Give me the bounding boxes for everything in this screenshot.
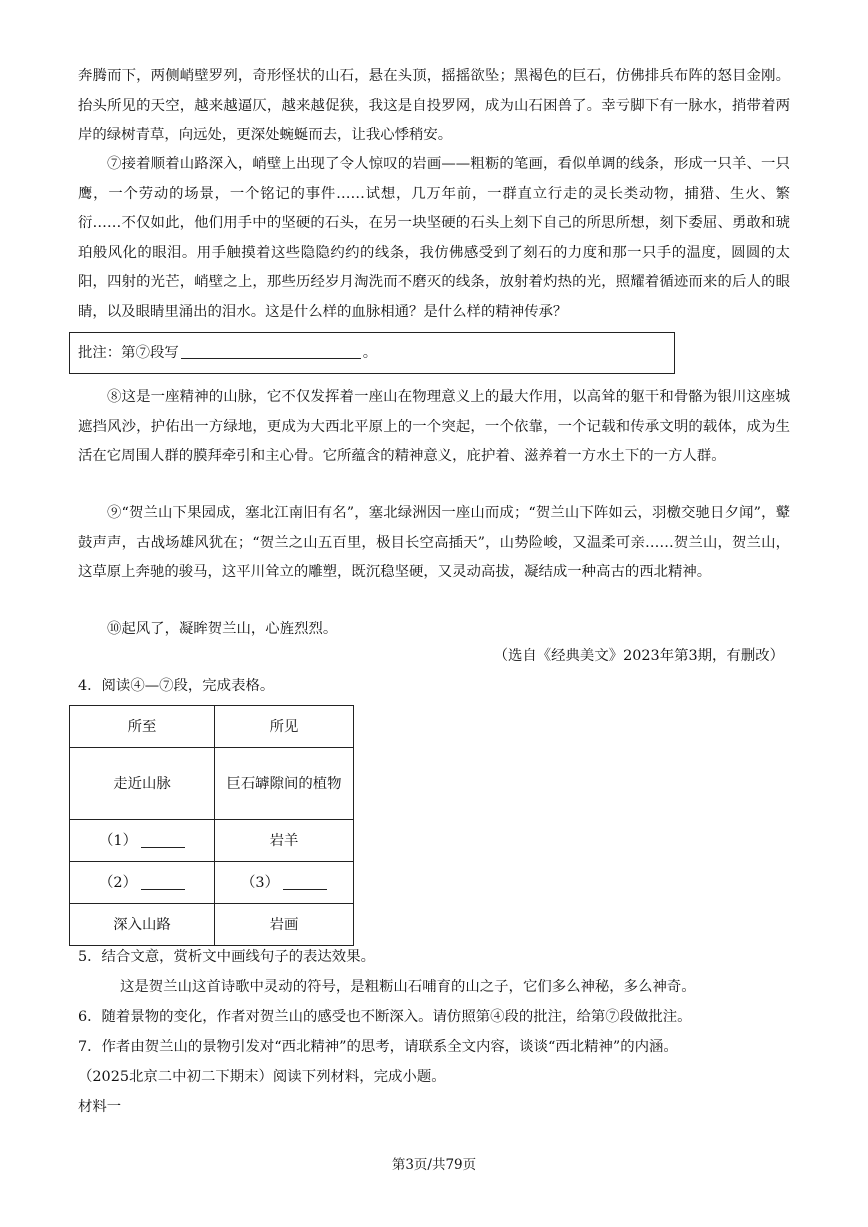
blank-label: （1）: [99, 832, 137, 849]
table-cell: 岩羊: [215, 820, 354, 862]
table-row: [70, 748, 354, 820]
material-intro: （2025北京二中初二下期末）阅读下列材料，完成小题。: [78, 1069, 446, 1085]
table-header-cell: 所见: [215, 706, 354, 748]
question-4: 4．阅读④—⑦段，完成表格。: [78, 678, 275, 694]
table-header-cell: 所至: [70, 706, 215, 748]
fill-blank[interactable]: [141, 831, 185, 848]
table-row: [70, 820, 354, 862]
annotation-box: [69, 332, 675, 374]
blank-label: （3）: [241, 874, 279, 891]
paragraph-continued: 奔腾而下，两侧峭壁罗列，奇形怪状的山石，悬在头顶，摇摇欲坠；黑褐色的巨石，仿佛排兵布阵的怒目金刚。抬头所见的天空，越来越逼仄，越来越促狭，我这是自投罗网，成为山石困兽了。幸亏脚下有一脉水，捎带着两岸的绿树青草，向远处，更深处蜿蜒而去，让我心悸稍安。: [78, 68, 790, 143]
source-citation: （选自《经典美文》2023年第3期，有删改）: [493, 648, 784, 664]
table-header-row: [70, 706, 354, 748]
table-cell-blank[interactable]: [70, 820, 215, 862]
paragraph-8: ⑧这是一座精神的山脉，它不仅发挥着一座山在物理意义上的最大作用，以高耸的躯干和骨骼为银川这座城遮挡风沙，护佑出一方绿地，更成为大西北平原上的一个突起，一个依靠，一个记载和传承文明的载体，成为生活在它周围人群的膜拜牵引和主心骨。它所蕴含的精神意义，庇护着、滋养着一方水土下的一方人群。: [78, 389, 790, 464]
annotation-blank[interactable]: [181, 340, 361, 359]
material-one-label: 材料一: [78, 1099, 122, 1115]
table-cell: 深入山路: [70, 904, 215, 946]
table-cell: 岩画: [215, 904, 354, 946]
page-number: 第3页/共79页: [391, 1157, 477, 1173]
paragraph-10: ⑩起风了，凝眸贺兰山，心旌烈烈。: [107, 621, 338, 637]
fill-blank[interactable]: [141, 873, 185, 890]
table-cell-blank[interactable]: [70, 862, 215, 904]
question-6: 6．随着景物的变化，作者对贺兰山的感受也不断深入。请仿照第④段的批注，给第⑦段做批注。: [78, 1009, 692, 1025]
table-cell: 巨石罅隙间的植物: [215, 748, 354, 820]
blank-label: （2）: [99, 874, 137, 891]
question-5: 5．结合文意，赏析文中画线句子的表达效果。: [78, 949, 375, 965]
table-row: [70, 904, 354, 946]
table-cell: 走近山脉: [70, 748, 215, 820]
table-cell-blank[interactable]: [215, 862, 354, 904]
table-row: [70, 862, 354, 904]
paragraph-7: ⑦接着顺着山路深入，峭壁上出现了令人惊叹的岩画——粗粝的笔画，看似单调的线条，形成一只羊、一只鹰，一个劳动的场景，一个铭记的事件……试想，几万年前，一群直立行走的灵长类动物，捕猎、生火、繁衍……不仅如此，他们用手中的坚硬的石头，在另一块坚硬的石头上刻下自己的所思所想，刻下委屈、勇敢和琥珀般风化的眼泪。用手触摸着这些隐隐约约的线条，我仿佛感受到了刻石的力度和那一只手的温度，圆圆的太阳，四射的光芒，峭壁之上，那些历经岁月淘洗而不磨灭的线条，放射着灼热的光，照耀着循迹而来的后人的眼睛，以及眼睛里涌出的泪水。这是什么样的血脉相通？是什么样的精神传承？: [78, 156, 790, 320]
question-7: 7．作者由贺兰山的景物引发对“西北精神”的思考，请联系全文内容，谈谈“西北精神”的内涵。: [78, 1039, 678, 1055]
answer-table: [69, 705, 354, 946]
annotation-prefix: 批注：第⑦段写: [78, 345, 179, 361]
fill-blank[interactable]: [283, 873, 327, 890]
question-5-quote: 这是贺兰山这首诗歌中灵动的符号，是粗粝山石哺育的山之子，它们多么神秘，多么神奇。: [120, 979, 696, 995]
paragraph-9: ⑨“贺兰山下果园成，塞北江南旧有名”，塞北绿洲因一座山而成；“贺兰山下阵如云，羽檄交驰日夕闻”，鼙鼓声声，古战场雄风犹在；“贺兰之山五百里，极目长空高插天”，山势险峻，又温柔可亲……贺兰山，贺兰山，这草原上奔驰的骏马，这平川耸立的雕塑，既沉稳坚硬，又灵动高拔，凝结成一种高古的西北精神。: [78, 505, 790, 580]
annotation-suffix: 。: [362, 345, 378, 361]
